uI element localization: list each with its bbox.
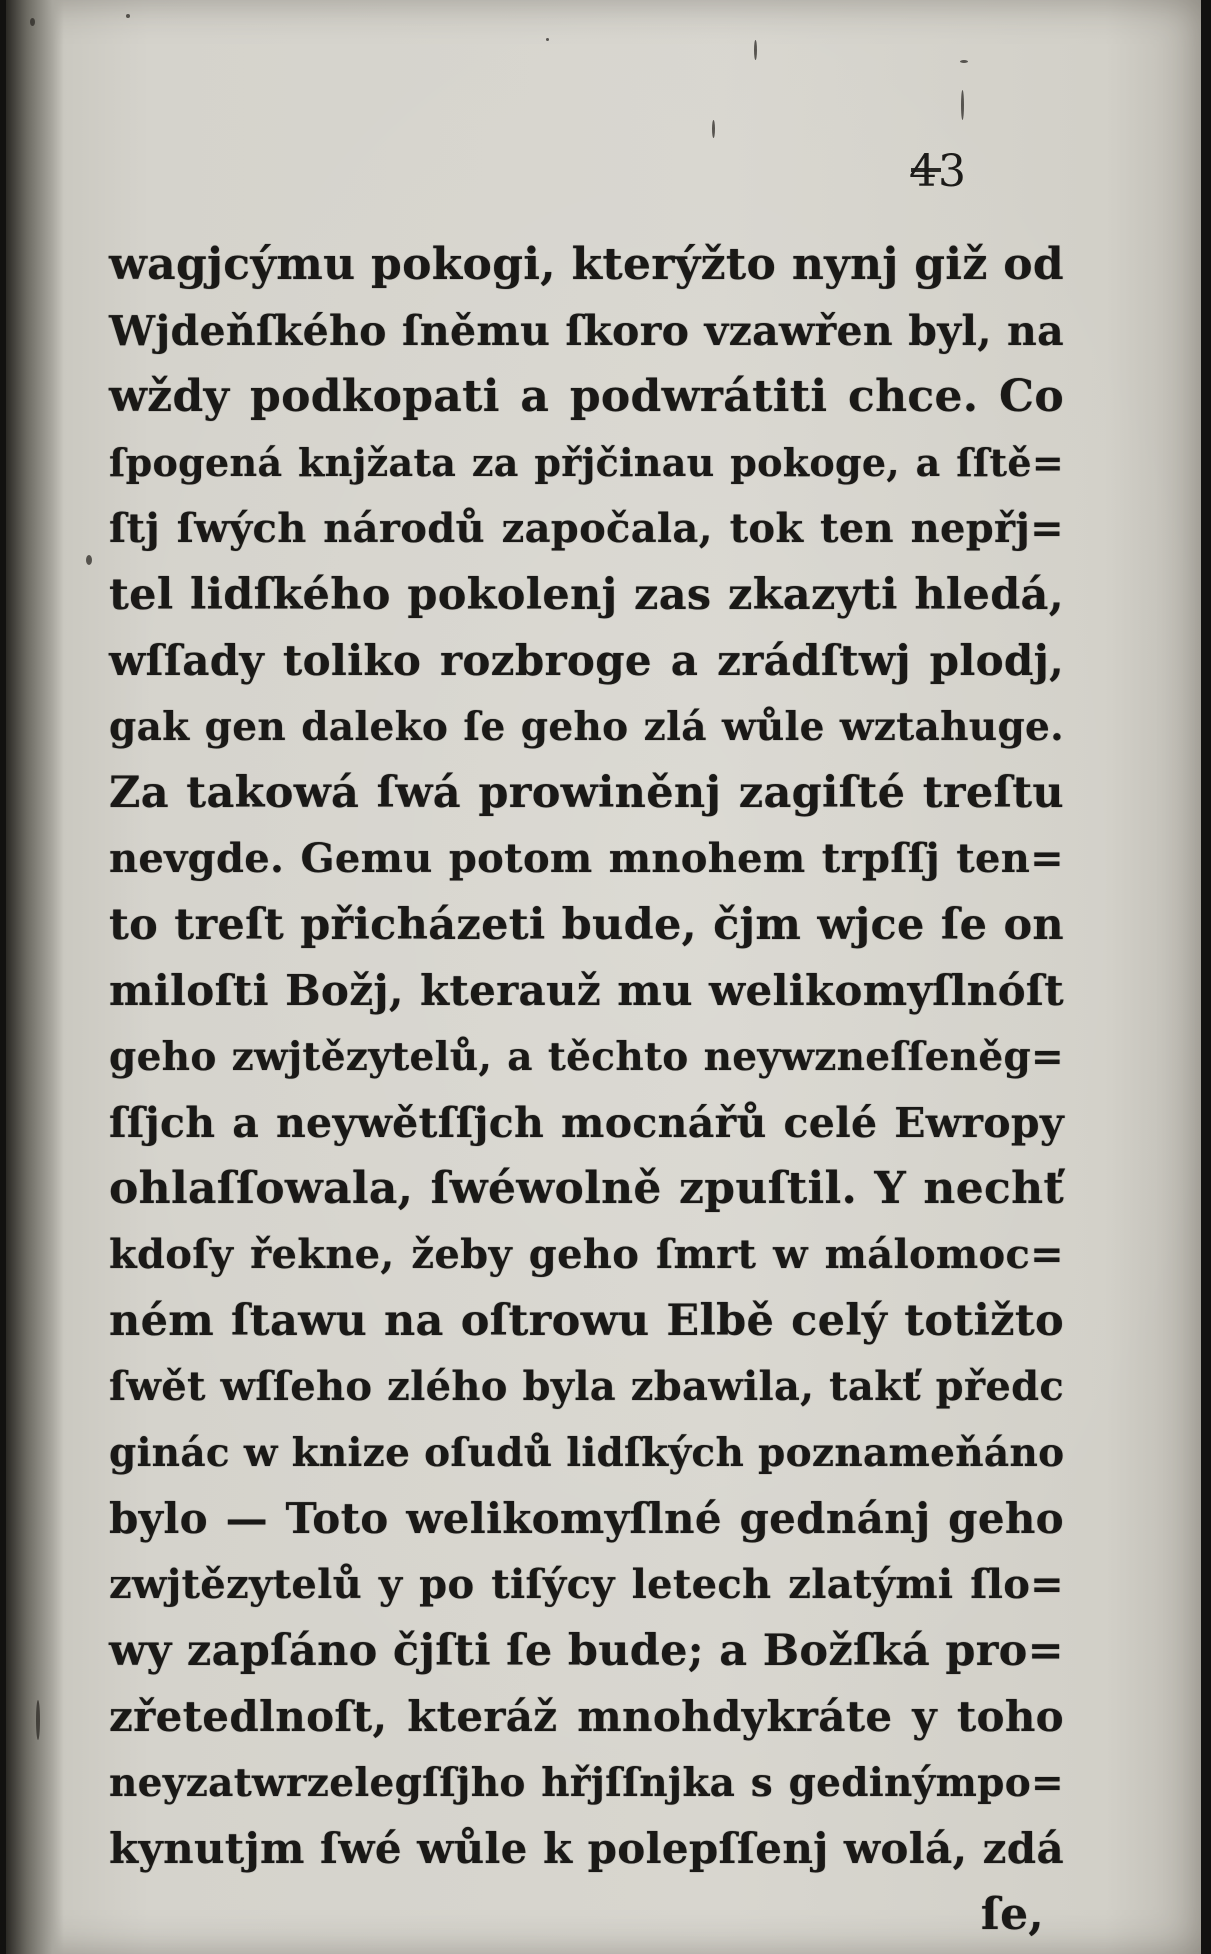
ink-speck <box>754 40 757 60</box>
catchword: ſe, <box>980 1889 1044 1940</box>
body-text <box>109 232 1064 1948</box>
ink-speck <box>961 90 964 120</box>
paper-sheet <box>6 0 1201 1954</box>
page-number: 43 <box>909 146 967 197</box>
text-line: ſtj ſwých národů započala, tok ten nepřj= <box>109 505 1064 552</box>
text-line: ſpogená knjžata za přjčinau pokoge, a ſſtě= <box>109 440 1064 485</box>
text-line: tel lidſkého pokolenj zas zkazyti hledá, <box>109 570 1064 620</box>
text-line: Za takowá ſwá prowiněnj zagiſté treſtu <box>109 768 1064 818</box>
text-line: to treſt přicházeti bude, čjm wjce ſe on <box>109 900 1064 950</box>
text-line: neyzatwrzelegſſjho hřjſſnjka s gedinýmpo= <box>109 1760 1064 1806</box>
ink-speck <box>86 555 92 565</box>
text-line: miloſti Božj, kterauž mu welikomyſlnóſt <box>109 966 1064 1015</box>
text-line: wagjcýmu pokogi, kterýžto nynj giž od <box>109 239 1064 290</box>
text-line: ohlaſſowala, ſwéwolně zpuſtil. Y nechť <box>109 1163 1064 1214</box>
ink-speck <box>712 120 715 138</box>
text-line: ginác w knize oſudů lidſkých poznameňáno <box>109 1430 1065 1476</box>
text-line: ném ſtawu na oſtrowu Elbě celý totižto <box>109 1296 1064 1346</box>
text-line: geho zwjtězytelů, a těchto neywzneſſeněg= <box>109 1034 1064 1080</box>
text-line: nevgde. Gemu potom mnohem trpſſj ten= <box>109 835 1064 882</box>
ink-speck <box>36 1700 40 1740</box>
binding-gutter-shadow <box>6 0 64 1954</box>
text-line: bylo — Toto welikomyſlné gednánj geho <box>109 1494 1064 1543</box>
ink-speck <box>546 38 549 41</box>
ink-speck <box>30 18 35 26</box>
text-line: zřetedlnoſt, kteráž mnohdykráte y toho <box>109 1692 1064 1741</box>
text-line: Wjdeňſkého ſněmu ſkoro vzawřen byl, na <box>109 307 1064 355</box>
ink-speck <box>960 60 968 63</box>
text-line: ſſjch a neywětſſjch mocnářů celé Ewropy <box>109 1099 1064 1147</box>
text-line: wždy podkopati a podwrátiti chce. Co <box>109 371 1064 422</box>
text-line: wſſady toliko rozbroge a zrádſtwj plodj, <box>109 636 1064 685</box>
text-line: wy zapſáno čjſti ſe bude; a Božſká pro= <box>109 1626 1064 1676</box>
ink-speck <box>126 14 130 18</box>
text-line: zwjtězytelů y po tiſýcy letech zlatými ſlo= <box>109 1561 1064 1608</box>
text-line: kynutjm ſwé wůle k polepſſenj wolá, zdá <box>109 1824 1064 1873</box>
text-line: ſwět wſſeho zlého byla zbawila, takť předc <box>109 1363 1064 1410</box>
text-line: kdoſy řekne, žeby geho ſmrt w málomoc= <box>109 1231 1064 1278</box>
text-line: gak gen daleko ſe geho zlá wůle wztahuge. <box>109 704 1064 750</box>
